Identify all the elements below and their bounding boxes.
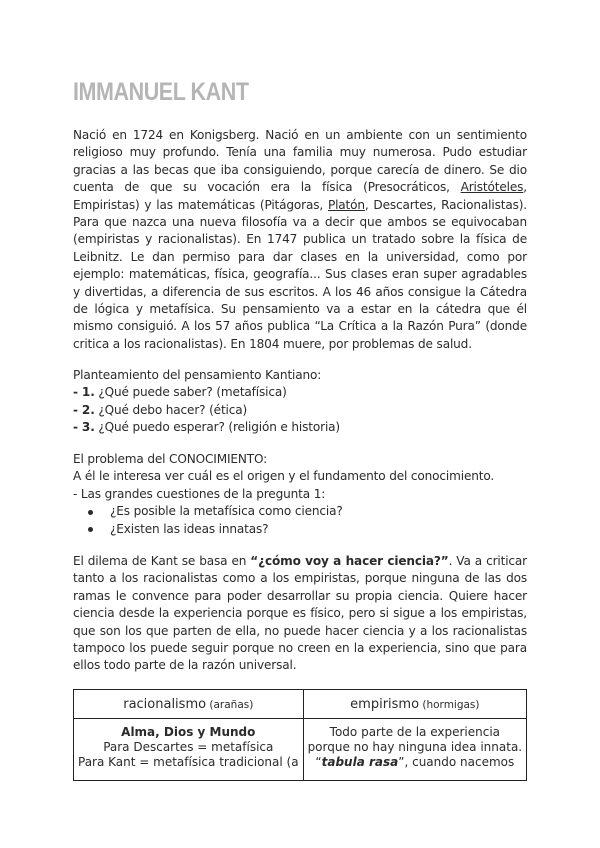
biography-text-2: , Empiristas) y las matemáticas (Pitágoras, — [73, 180, 527, 212]
question-number: - 2. — [73, 402, 95, 417]
table-header-row — [74, 690, 527, 719]
cell-text: ”, cuando nacemos — [398, 755, 515, 769]
question-text: ¿Qué puede saber? (metafísica) — [94, 385, 287, 400]
header-label: empirismo — [350, 696, 420, 712]
list-item — [73, 503, 527, 520]
conocimiento-sub: - Las grandes cuestiones de la pregunta 1: — [73, 486, 326, 501]
header-empirismo — [303, 690, 527, 719]
question-text: ¿Qué puedo esperar? (religión e historia) — [94, 420, 340, 435]
conocimiento-heading: El problema del CONOCIMIENTO: — [73, 452, 268, 466]
header-label: racionalismo — [123, 696, 207, 712]
cell-line: porque no hay ninguna idea innata. — [307, 740, 523, 754]
link-aristoteles[interactable]: Aristóteles — [460, 180, 524, 195]
biography-text-3: , Descartes, Racionalistas). Para que nazca una nueva filosofía va a decir que ambos se equivocaban (empiristas y racionalistas). En 1747 publica un tratado sobre la física de Leibnitz. Le dan permiso para dar clases en la universidad, como por ejemplo: matemáticas, física, geografía... Sus clases eran super agradables y divertidas, a diferencia de sus escritos. A los 46 años consigue la Cátedra de lógica y metafísica. Su pensamiento va a estar en la cátedra que él mismo consiguió. A los 57 años publica “La Crítica a la Razón Pura” (donde critica a los racionalistas). En 1804 muere, por problemas de salud. — [73, 197, 527, 351]
planteamiento-section — [73, 367, 527, 437]
header-racionalismo — [74, 690, 304, 719]
page-title: IMMANUEL KANT — [73, 78, 249, 106]
question-text: ¿Qué debo hacer? (ética) — [94, 402, 248, 417]
cell-line: Todo parte de la experiencia — [329, 725, 501, 739]
link-platon[interactable]: Platón — [327, 197, 365, 212]
conocimiento-intro: A él le interesa ver cuál es el origen y el fundamento del conocimiento. — [73, 469, 495, 484]
cell-line: Para Descartes = metafísica — [103, 740, 274, 754]
quote-mark: “ — [315, 755, 322, 769]
question-number: - 1. — [73, 385, 95, 400]
dilema-paragraph — [73, 553, 527, 675]
question-item — [73, 419, 527, 436]
dilema-text-2: . Va a criticar tanto a los racionalistas como a los empiristas, porque ninguna de las dos ramas le convence para poder desarrollar su propia ciencia. Quiere hacer ciencia desde la experiencia porque es físico, pero si sigue a los empiristas, que son los que parten de ella, no puede hacer ciencia y a los racionalistas tampoco los puede seguir porque no creen en la experiencia, sino que para ellos todo parte de la razón universal. — [73, 554, 528, 673]
cell-line — [308, 755, 523, 770]
bullet-text: ¿Existen las ideas innatas? — [110, 521, 269, 536]
planteamiento-heading: Planteamiento del pensamiento Kantiano: — [73, 368, 322, 382]
cell-line: Para Kant = metafísica tradicional (a — [78, 755, 299, 769]
tabula-rasa: tabula rasa — [321, 755, 399, 769]
dilema-question: “¿cómo voy a hacer ciencia?” — [250, 554, 449, 568]
list-item — [73, 521, 527, 538]
conocimiento-bullet-list — [73, 503, 527, 538]
question-number: - 3. — [73, 420, 95, 435]
comparison-table — [73, 689, 527, 781]
conocimiento-section — [73, 451, 527, 538]
cell-bold-line: Alma, Dios y Mundo — [121, 725, 256, 739]
header-note: (arañas) — [206, 698, 254, 711]
dilema-text-1: El dilema de Kant se basa en — [73, 554, 251, 568]
question-item — [73, 384, 527, 401]
bullet-icon — [88, 510, 93, 515]
biography-paragraph — [73, 127, 527, 353]
bullet-icon — [88, 527, 93, 532]
biography-text-1: Nació en 1724 en Konigsberg. Nació en un ambiente con un sentimiento religioso muy profundo. Tenía una familia muy numerosa. Pudo estudiar gracias a las becas que iba consiguiendo, porque carecía de dinero. Se dio cuenta de que su vocación era la física (Presocráticos, — [73, 128, 527, 195]
cell-empirismo — [303, 719, 527, 781]
cell-racionalismo — [74, 719, 304, 781]
header-note: (hormigas) — [419, 698, 480, 711]
bullet-text: ¿Es posible la metafísica como ciencia? — [110, 504, 343, 519]
table-row — [74, 719, 527, 781]
question-item — [73, 402, 527, 419]
